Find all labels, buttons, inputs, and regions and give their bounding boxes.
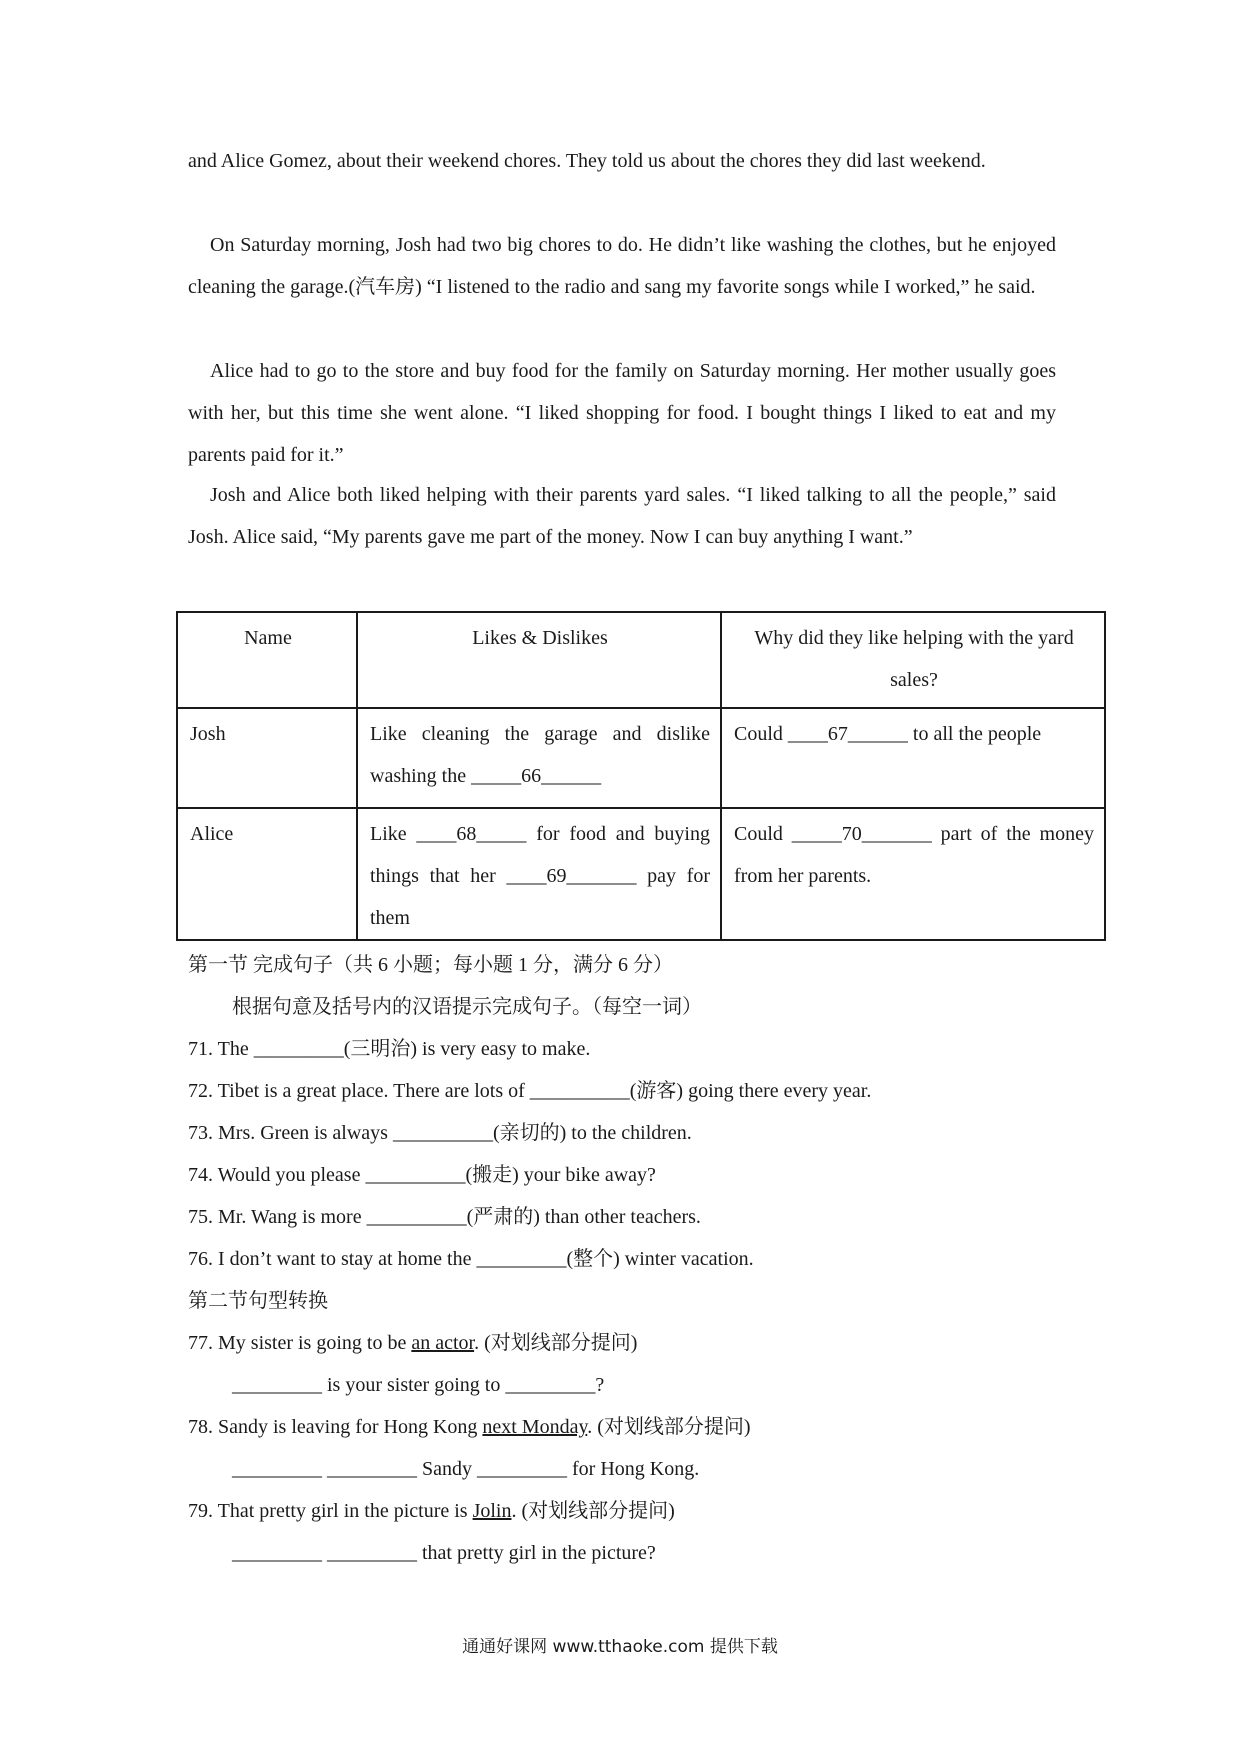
- question-item: [188, 1490, 675, 1532]
- underlined-text: next Monday: [482, 1416, 588, 1438]
- underlined-text: Jolin: [472, 1500, 512, 1522]
- question-item: [188, 1322, 637, 1364]
- question-item: [188, 1406, 751, 1448]
- question-item: 76. I don’t want to stay at home the _________(整个) winter vacation.: [188, 1248, 754, 1270]
- info-table: [176, 611, 1106, 941]
- question-text: . (对划线部分提问): [511, 1500, 675, 1522]
- question-text: 79. That pretty girl in the picture is: [188, 1500, 473, 1522]
- question-item: 71. The _________(三明治) is very easy to make.: [188, 1038, 591, 1060]
- answer-line: _________ _________ that pretty girl in the picture?: [232, 1542, 656, 1564]
- question-item: 73. Mrs. Green is always __________(亲切的) to the children.: [188, 1122, 692, 1144]
- table-cell: Could _____70_______ part of the money from her parents.: [721, 808, 1105, 940]
- underlined-text: an actor: [411, 1332, 475, 1354]
- table-cell: Alice: [177, 808, 357, 940]
- table-cell: Like ____68_____ for food and buying things that her ____69_______ pay for them: [357, 808, 721, 940]
- section-title: 第二节句型转换: [188, 1290, 328, 1312]
- table-cell: Could ____67______ to all the people: [721, 708, 1105, 808]
- question-text: . (对划线部分提问): [474, 1332, 638, 1354]
- question-text: 77. My sister is going to be: [188, 1332, 412, 1354]
- section-instruction: 根据句意及括号内的汉语提示完成句子。（每空一词）: [232, 996, 702, 1018]
- table-cell: Like cleaning the garage and dislike washing the _____66______: [357, 708, 721, 808]
- table-row: [177, 808, 1105, 940]
- page-footer: 通通好课网 www.tthaoke.com 提供下载: [462, 1637, 778, 1657]
- table-row: [177, 708, 1105, 808]
- table-header-cell: Name: [177, 612, 357, 708]
- answer-line: _________ _________ Sandy _________ for Hong Kong.: [232, 1458, 700, 1480]
- table-header-cell: Likes & Dislikes: [357, 612, 721, 708]
- answer-line: _________ is your sister going to _________?: [232, 1374, 605, 1396]
- question-item: 75. Mr. Wang is more __________(严肃的) than other teachers.: [188, 1206, 701, 1228]
- table-cell: Josh: [177, 708, 357, 808]
- question-item: 74. Would you please __________(搬走) your bike away?: [188, 1164, 656, 1186]
- table-header-cell: Why did they like helping with the yard sales?: [721, 612, 1105, 708]
- passage-paragraph: Alice had to go to the store and buy food for the family on Saturday morning. Her mother usually goes with her, but this time she went alone. “I liked shopping for food. I bought things I liked to eat and my parents paid for it.”: [188, 360, 1056, 466]
- question-text: 78. Sandy is leaving for Hong Kong: [188, 1416, 483, 1438]
- passage-paragraph: Josh and Alice both liked helping with their parents yard sales. “I liked talking to all the people,” said Josh. Alice said, “My parents gave me part of the money. Now I can buy anything I want.”: [188, 484, 1056, 548]
- question-text: . (对划线部分提问): [587, 1416, 751, 1438]
- passage-paragraph: and Alice Gomez, about their weekend chores. They told us about the chores they did last weekend.: [188, 150, 986, 172]
- table-header-row: [177, 612, 1105, 708]
- question-item: 72. Tibet is a great place. There are lots of __________(游客) going there every year.: [188, 1080, 872, 1102]
- section-title: 第一节 完成句子（共 6 小题；每小题 1 分，满分 6 分）: [188, 954, 673, 976]
- passage-paragraph: On Saturday morning, Josh had two big chores to do. He didn’t like washing the clothes, but he enjoyed cleaning the garage.(汽车房) “I listened to the radio and sang my favorite songs while I worked,” he said.: [188, 234, 1056, 298]
